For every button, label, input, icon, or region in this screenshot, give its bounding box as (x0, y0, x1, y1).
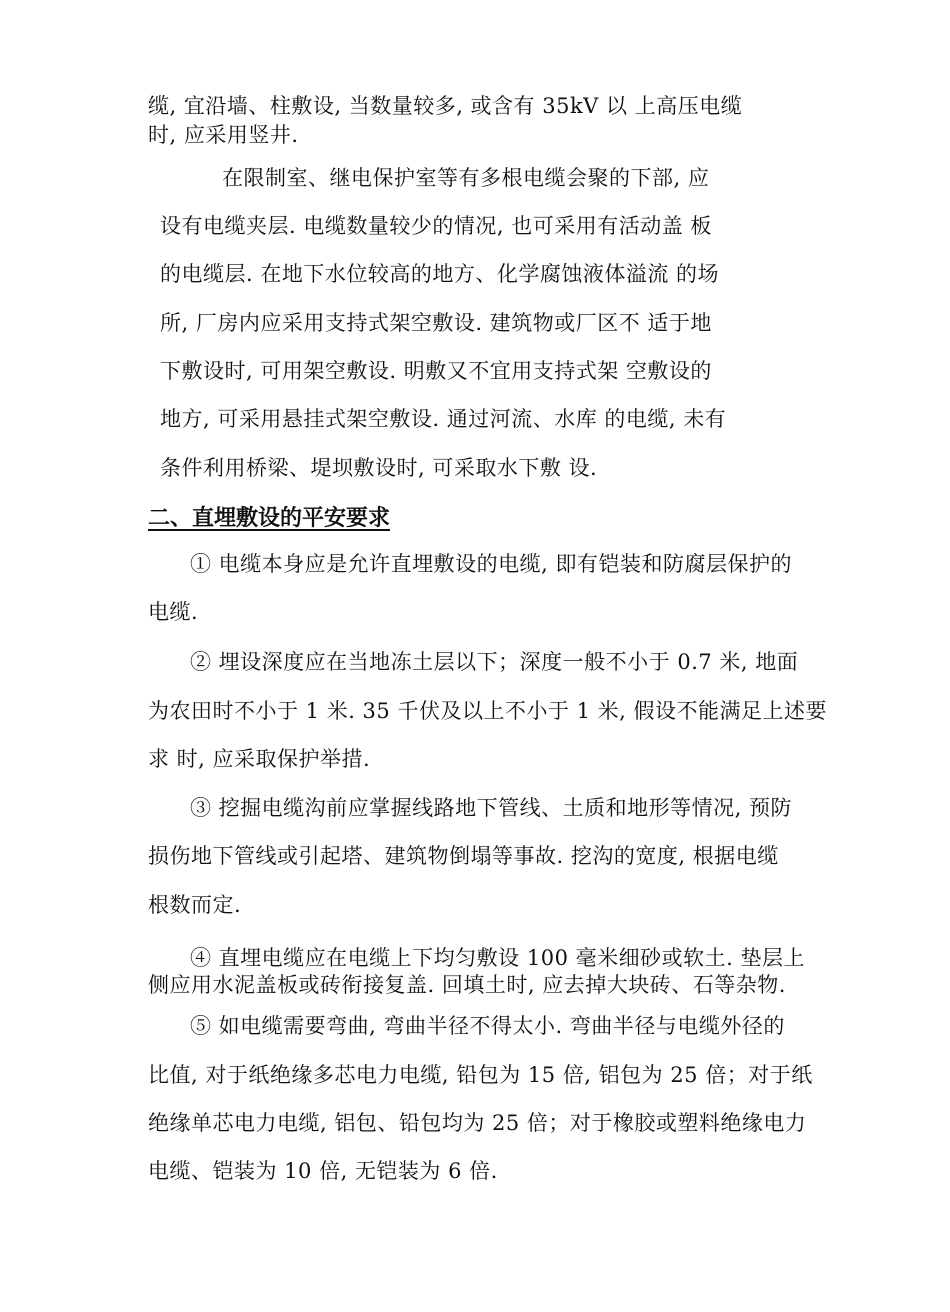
text-line: 绝缘单芯电力电缆, 铝包、铅包均为 25 倍；对于橡胶或塑料绝缘电力 (148, 1111, 807, 1135)
text-line: 下敷设时, 可用架空敷设. 明敷又不宜用支持式架 空敷设的 (160, 359, 712, 383)
text-line: 所, 厂房内应采用支持式架空敷设. 建筑物或厂区不 适于地 (160, 311, 712, 335)
text-line: ⑤ 如电缆需要弯曲, 弯曲半径不得太小. 弯曲半径与电缆外径的 (190, 1014, 785, 1038)
text-line: 条件利用桥梁、堤坝敷设时, 可采取水下敷 设. (160, 456, 598, 480)
text-line: 求 时, 应采取保护举措. (148, 747, 371, 771)
text-line: 地方, 可采用悬挂式架空敷设. 通过河流、水库 的电缆, 未有 (160, 407, 727, 431)
text-line: 时, 应采用竖井. (148, 123, 299, 147)
text-line: 电缆. (148, 600, 199, 624)
text-line: ③ 挖掘电缆沟前应掌握线路地下管线、土质和地形等情况, 预防 (190, 796, 793, 820)
text-line: 的电缆层. 在地下水位较高的地方、化学腐蚀液体溢流 的场 (160, 262, 720, 286)
text-line: ② 埋设深度应在当地冻土层以下；深度一般不小于 0.7 米, 地面 (190, 650, 799, 674)
text-line: 为农田时不小于 1 米. 35 千伏及以上不小于 1 米, 假设不能满足上述要 (148, 699, 828, 723)
text-line: 在限制室、继电保护室等有多根电缆会聚的下部, 应 (222, 166, 710, 190)
text-line: 比值, 对于纸绝缘多芯电力电缆, 铅包为 15 倍, 铝包为 25 倍；对于纸 (148, 1063, 813, 1087)
text-line: 设有电缆夹层. 电缆数量较少的情况, 也可采用有活动盖 板 (160, 214, 712, 238)
text-line: 根数而定. (148, 893, 242, 917)
text-line: ④ 直埋电缆应在电缆上下均匀敷设 100 毫米细砂或软土. 垫层上 (190, 946, 805, 970)
text-line: 缆, 宜沿墙、柱敷设, 当数量较多, 或含有 35kV 以 上高压电缆 (148, 94, 743, 118)
text-line: 损伤地下管线或引起塔、建筑物倒塌等事故. 挖沟的宽度, 根据电缆 (148, 844, 779, 868)
text-line: ① 电缆本身应是允许直埋敷设的电缆, 即有铠装和防腐层保护的 (190, 552, 793, 576)
text-line: 侧应用水泥盖板或砖衔接复盖. 回填土时, 应去掉大块砖、石等杂物. (148, 973, 786, 997)
section-heading: 二、直埋敷设的平安要求 (148, 505, 391, 531)
text-line: 电缆、铠装为 10 倍, 无铠装为 6 倍. (148, 1159, 498, 1183)
